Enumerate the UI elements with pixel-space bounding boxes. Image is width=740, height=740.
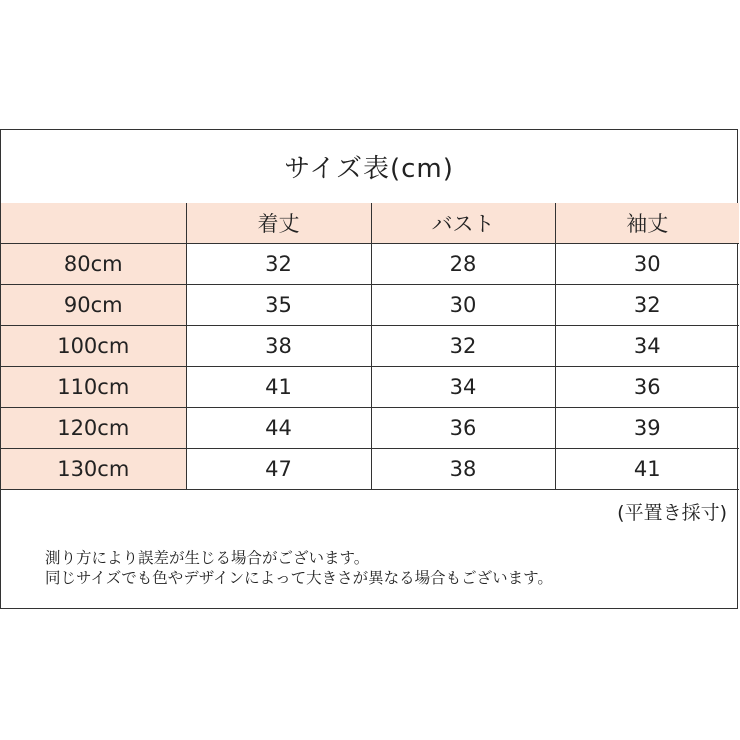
disclaimer-line: 測り方により誤差が生じる場合がございます。 [45,549,370,567]
length-value: 44 [186,408,371,449]
bust-value: 28 [371,244,555,285]
measurement-note: (平置き採寸) [617,502,727,524]
table-row [1,367,739,408]
size-table [1,203,739,490]
chart-title: サイズ表(cm) [1,130,737,204]
sleeve-value: 39 [555,408,739,449]
size-label: 130cm [1,449,186,490]
header-cell-sleeve: 袖丈 [555,203,739,244]
sleeve-value: 30 [555,244,739,285]
size-label: 120cm [1,408,186,449]
bust-value: 32 [371,326,555,367]
length-value: 41 [186,367,371,408]
size-label: 90cm [1,285,186,326]
disclaimer-line: 同じサイズでも色やデザインによって大きさが異なる場合もございます。 [45,569,553,587]
table-row [1,244,739,285]
table-row [1,285,739,326]
sleeve-value: 34 [555,326,739,367]
length-value: 35 [186,285,371,326]
header-cell-bust: バスト [371,203,555,244]
bust-value: 34 [371,367,555,408]
bust-value: 38 [371,449,555,490]
size-chart [0,129,738,609]
sleeve-value: 36 [555,367,739,408]
sleeve-value: 41 [555,449,739,490]
disclaimer-notes [45,548,553,588]
table-header-row [1,203,739,244]
size-label: 80cm [1,244,186,285]
length-value: 47 [186,449,371,490]
bust-value: 36 [371,408,555,449]
size-label: 100cm [1,326,186,367]
sleeve-value: 32 [555,285,739,326]
size-label: 110cm [1,367,186,408]
header-cell-length: 着丈 [186,203,371,244]
length-value: 38 [186,326,371,367]
table-row [1,326,739,367]
table-row [1,449,739,490]
bust-value: 30 [371,285,555,326]
table-row [1,408,739,449]
length-value: 32 [186,244,371,285]
header-cell-empty [1,203,186,244]
